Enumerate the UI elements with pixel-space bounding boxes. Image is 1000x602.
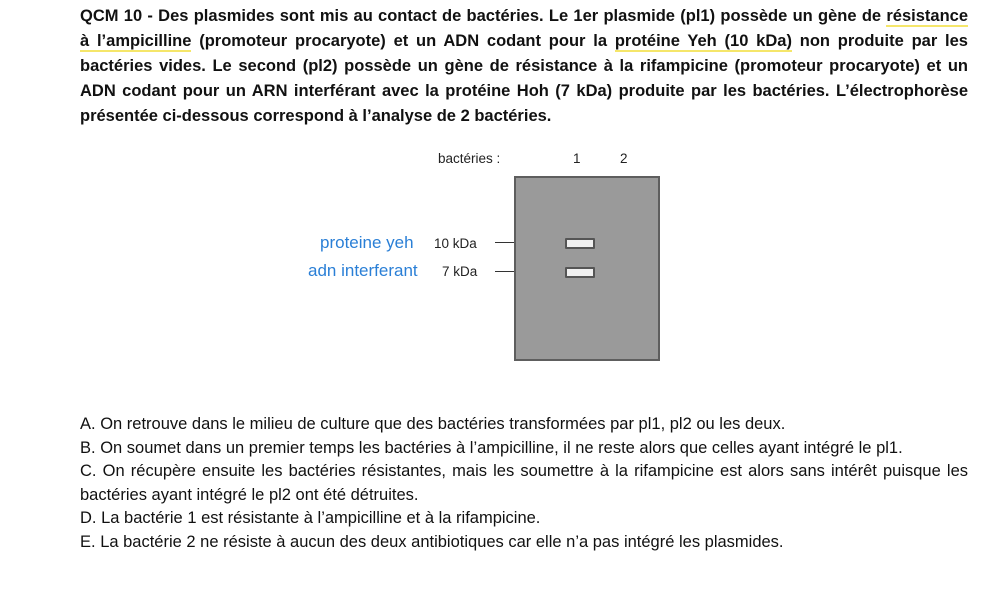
answer-d	[80, 507, 968, 531]
answer-letter: B.	[80, 438, 96, 457]
lane-label-2: 2	[620, 151, 628, 166]
answer-e	[80, 531, 968, 555]
annotation-adn-interferant: adn interferant	[308, 261, 418, 280]
highlight-ampicillin: résistance à l’ampicilline	[80, 7, 968, 50]
lane-label-1: 1	[573, 151, 581, 166]
marker-size-10kda: 10 kDa	[434, 236, 477, 251]
answer-a	[80, 413, 968, 437]
answer-list	[80, 413, 968, 554]
highlight-yeh: protéine Yeh (10 kDa)	[614, 32, 792, 50]
annotation-proteine-yeh: proteine yeh	[320, 233, 414, 252]
answer-b	[80, 437, 968, 461]
answer-c	[80, 460, 968, 507]
marker-size-7kda: 7 kDa	[442, 264, 478, 279]
answer-text: La bactérie 1 est résistante à l’ampicilline et à la rifampicine.	[101, 509, 541, 527]
question-mid: (promoteur procaryote) et un ADN codant pour la	[191, 32, 615, 50]
answer-text: La bactérie 2 ne résiste à aucun des deux antibiotiques car elle n’a pas intégré les plasmides.	[100, 532, 784, 551]
answer-letter: A.	[80, 415, 96, 433]
answer-letter: C.	[80, 462, 97, 480]
answer-text: On récupère ensuite les bactéries résistantes, mais les soumettre à la rifampicine est alors sans intérêt puisque les bactéries ayant intégré le pl2 ont été détruites.	[80, 462, 968, 504]
answer-letter: D.	[80, 509, 97, 527]
band-lane1-10kda	[565, 238, 595, 249]
answer-letter: E.	[80, 532, 96, 551]
question-prefix: QCM 10 - Des plasmides sont mis au contact de bactéries. Le 1er plasmide (pl1) possède un gène de	[80, 7, 887, 25]
answer-text: On soumet dans un premier temps les bactéries à l’ampicilline, il ne reste alors que celles ayant intégré le pl1.	[100, 438, 903, 457]
answer-text: On retrouve dans le milieu de culture que des bactéries transformées par pl1, pl2 ou les deux.	[100, 415, 786, 433]
lanes-header-label: bactéries :	[438, 151, 501, 166]
question-suffix: non produite par les bactéries vides. Le second (pl2) possède un gène de résistance à la rifampicine (promoteur procaryote) et un ADN codant pour un ARN interférant avec la protéine Hoh (7 kDa) produite par les bactéries. L’électrophorèse présentée ci-dessous correspond à l’analyse de 2 bactéries.	[80, 32, 968, 125]
band-lane1-7kda	[565, 267, 595, 278]
